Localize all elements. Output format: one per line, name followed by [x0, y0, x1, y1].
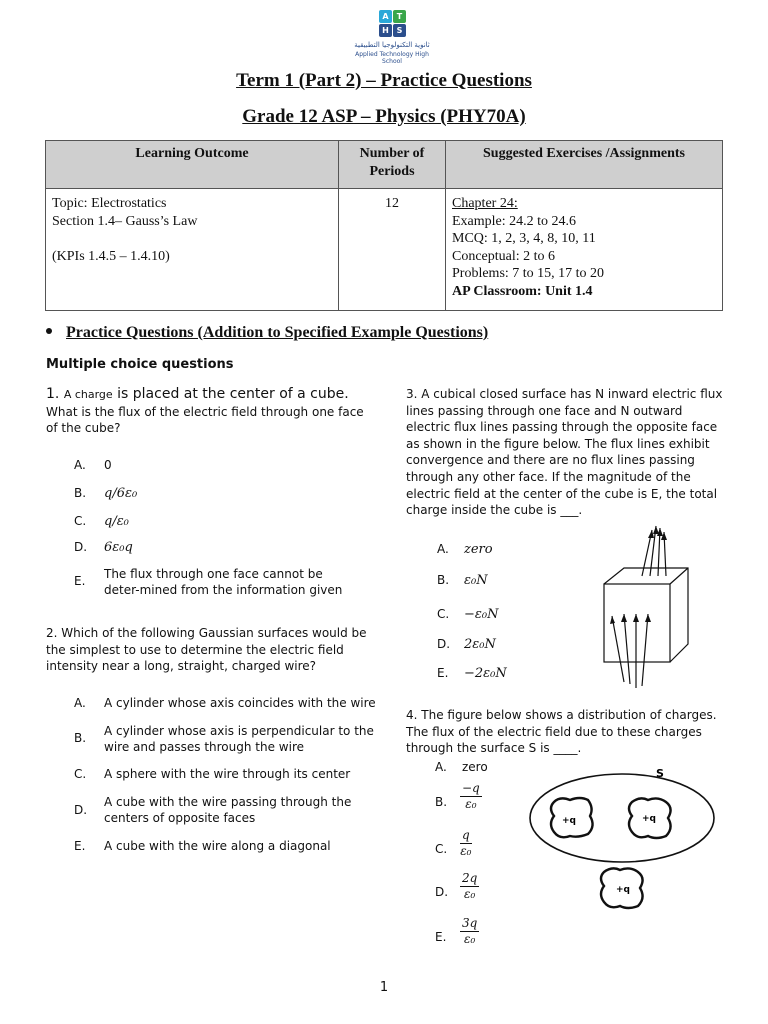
charge-label-3: +q [616, 885, 630, 895]
flux-cube-figure [596, 522, 706, 694]
arrow-in-1 [610, 616, 615, 624]
table-header-outcome: Learning Outcome [46, 141, 339, 189]
outcome-kpis: (KPIs 1.4.5 – 1.4.10) [52, 248, 170, 264]
option-2b-text: A cylinder whose axis is perpendicular to the wire and passes through the wire [104, 724, 374, 754]
logo-square-s: S [393, 24, 406, 37]
surface-label-s: S [656, 767, 664, 780]
option-1e-text: The flux through one face cannot be deter-mined from the information given [104, 567, 343, 597]
outcome-topic: Topic: Electrostatics [52, 196, 167, 211]
practice-heading: Practice Questions (Addition to Specified Example Questions) [46, 324, 488, 342]
exercises-cell [446, 189, 723, 311]
page-subtitle: Grade 12 ASP – Physics (PHY70A) [242, 106, 526, 127]
logo-arabic-name: ثانوية التكنولوجيا التطبيقية [354, 41, 430, 49]
option-4d-fraction: $\frac{2q}{\text{ε₀}}$ [462, 871, 478, 901]
bullet-icon [46, 328, 52, 334]
question-3: 3. A cubical closed surface has N inward electric flux lines passing through one face and N outward electric flux lines passing through the opposite face as shown in the figure below. The flux lines exhibit convergence and there are no flux lines passing through any other face. If the magnitude of the electric field at the center of the cube is E, the total charge inside the cube is ___. [406, 387, 723, 518]
flux-line-in-3 [642, 614, 648, 686]
question-4-options: A. zero B. $\frac{-q}{\text{ε₀}}$ C. $\frac{q}{\text{ε₀}}$ D. $\frac{2q}{\text{ε₀}}$ E. $\frac{3q}{\text{ε₀}}$ [435, 760, 488, 946]
question-2-options: A. A cylinder whose axis coincides with the wire B. A cylinder whose axis is perpendicular to the wire and passes through the wire C. A sphere with the wire through its center D. A cube with the wire passing through the centers of opposite faces E. A cube with the wire along a diagonal [74, 696, 384, 856]
table-header-exercises: Suggested Exercises /Assignments [446, 141, 723, 189]
exercise-ap-classroom: AP Classroom: Unit 1.4 [452, 283, 593, 299]
page-number: 1 [379, 980, 389, 995]
school-logo [352, 8, 432, 65]
charge-label-2: +q [642, 814, 656, 824]
arrow-in-3 [633, 614, 639, 622]
cube-back-edges [604, 568, 688, 662]
outcome-cell [46, 189, 339, 311]
arrow-in-2 [621, 614, 627, 622]
outcome-section: Section 1.4– Gauss’s Law [52, 213, 198, 229]
logo-english-name: Applied Technology High School [355, 51, 429, 65]
exercise-chapter: Chapter 24: [452, 196, 518, 211]
question-4: 4. The figure below shows a distribution of charges. The flux of the electric field due to these charges through the surface S is ____. [406, 708, 717, 756]
charge-distribution-figure [520, 762, 725, 922]
exercise-problems: Problems: 7 to 15, 17 to 20 [452, 266, 605, 281]
learning-outcome-table [45, 140, 723, 311]
logo-square-t: T [393, 10, 406, 23]
flux-line-in-1 [624, 614, 630, 684]
exercise-conceptual: Conceptual: 2 to 6 [452, 248, 556, 264]
logo-square-a: A [379, 10, 392, 23]
question-1-options: A. 0 B. q/6ε₀ C. q/ε₀ D. 6ε₀q E. The flux through one face cannot be deter-mined from the information given [74, 458, 374, 598]
question-1: 1. A charge is placed at the center of a cube. What is the flux of the electric field through one face of the cube? [46, 386, 364, 436]
arrow-out-2 [653, 526, 659, 534]
table-header-periods: Number of Periods [339, 141, 446, 189]
option-4b-fraction: $\frac{-q}{\text{ε₀}}$ [462, 781, 480, 811]
arrow-in-4 [645, 614, 651, 622]
cube-top-edge [670, 568, 688, 584]
page-title: Term 1 (Part 2) – Practice Questions [236, 70, 532, 91]
question-3-options: A. zero B. ε₀N C. −ε₀N D. 2ε₀N E. −2ε₀N [437, 542, 507, 681]
logo-square-h: H [379, 24, 392, 37]
mcq-heading: Multiple choice questions [46, 357, 234, 372]
gaussian-surface-s [530, 774, 714, 862]
exercise-examples: Example: 24.2 to 24.6 [452, 213, 577, 229]
option-2d-text: A cube with the wire passing through the centers of opposite faces [104, 795, 352, 825]
exercise-mcq: MCQ: 1, 2, 3, 4, 8, 10, 11 [452, 231, 596, 246]
flux-line-in-4 [612, 616, 624, 682]
option-4e-fraction: $\frac{3q}{\text{ε₀}}$ [462, 916, 478, 946]
question-2: 2. Which of the following Gaussian surfaces would be the simplest to use to determine the electric field intensity near a long, straight, charged wire? [46, 626, 367, 674]
charge-label-1: +q [562, 816, 576, 826]
periods-cell: 12 [339, 189, 446, 311]
option-4c-fraction: $\frac{q}{\text{ε₀}}$ [460, 828, 472, 858]
